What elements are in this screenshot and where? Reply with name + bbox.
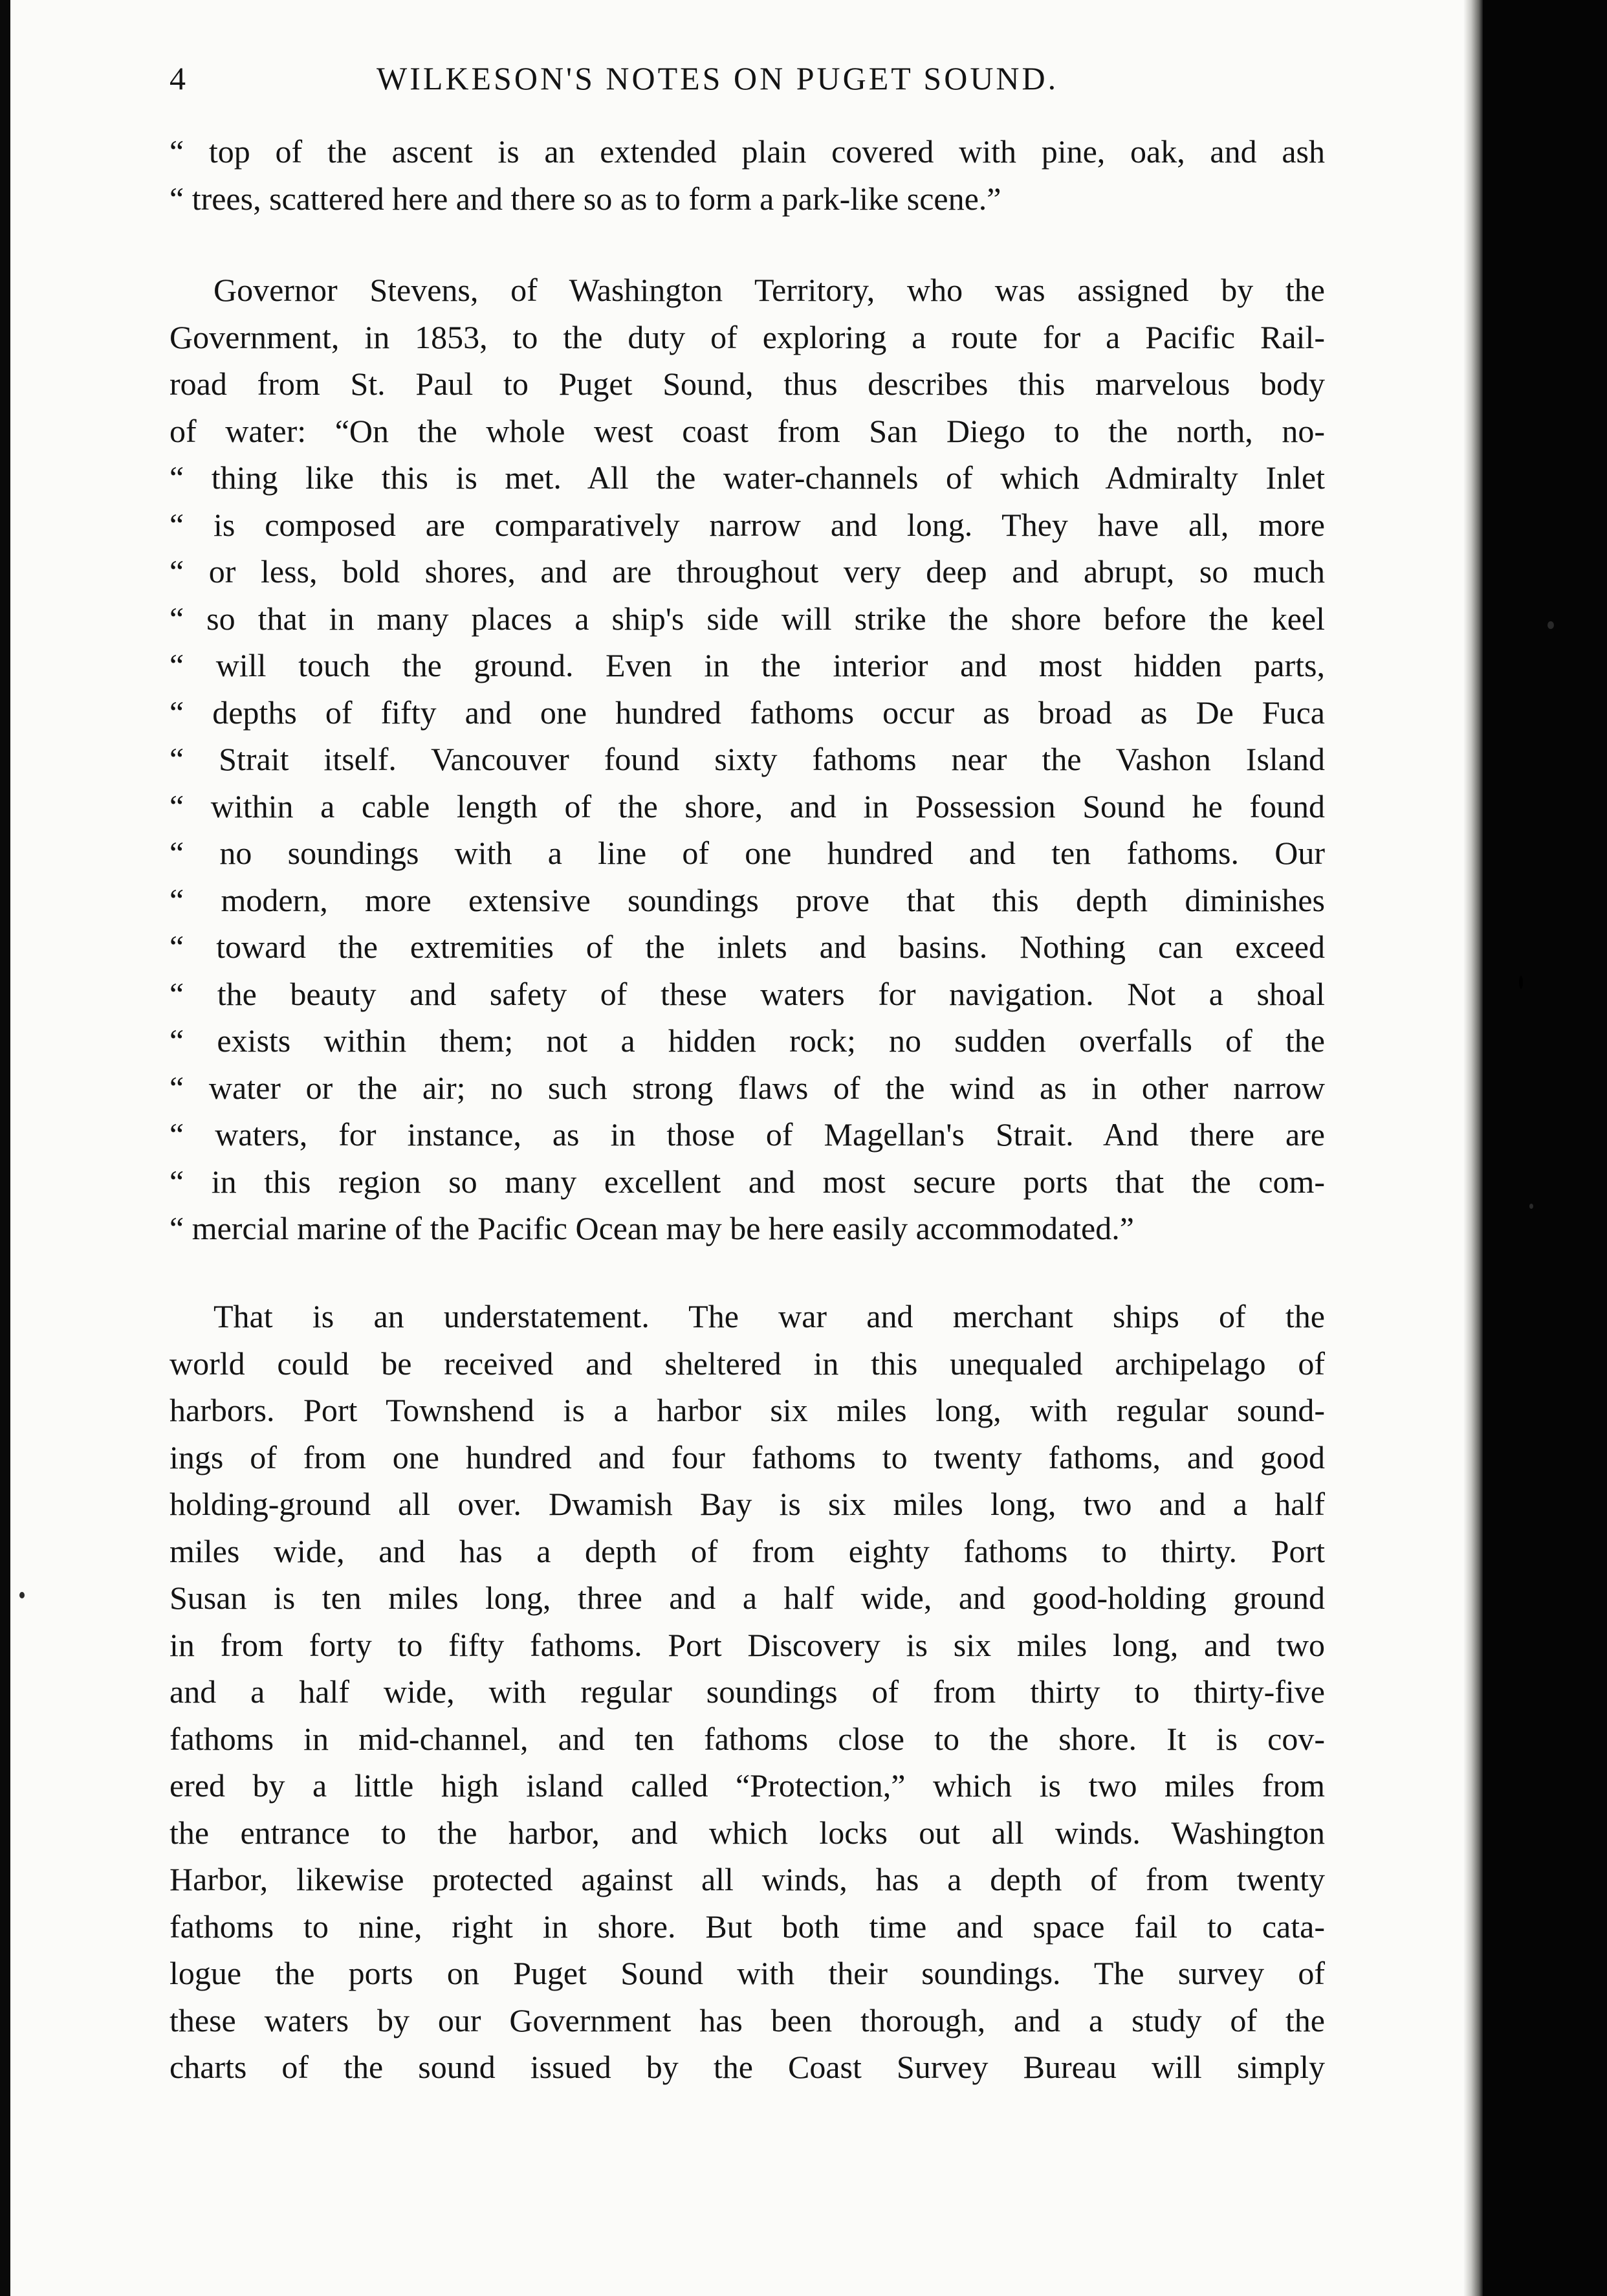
page-gutter-shadow xyxy=(1463,0,1483,2296)
text-line: “ so that in many places a ship's side will strike the shore before the keel xyxy=(169,600,1325,637)
text-line: Harbor, likewise protected against all winds, has a depth of from twenty xyxy=(169,1861,1325,1897)
paragraph-understatement xyxy=(169,1293,1325,2091)
text-line: “ water or the air; no such strong flaws of the wind as in other narrow xyxy=(169,1069,1325,1106)
text-line: “ is composed are comparatively narrow and long. They have all, more xyxy=(169,506,1325,543)
text-line: road from St. Paul to Puget Sound, thus describes this marvelous body xyxy=(169,366,1325,402)
text-line: “ no soundings with a line of one hundred and ten fathoms. Our xyxy=(169,835,1325,871)
text-line: holding-ground all over. Dwamish Bay is six miles long, two and a half xyxy=(169,1486,1325,1522)
scan-speck xyxy=(1519,976,1523,989)
text-line: “ thing like this is met. All the water-channels of which Admiralty Inlet xyxy=(169,459,1325,496)
scan-left-border xyxy=(0,0,10,2296)
text-line: harbors. Port Townshend is a harbor six miles long, with regular sound- xyxy=(169,1392,1325,1428)
text-line: ings of from one hundred and four fathoms to twenty fathoms, and good xyxy=(169,1439,1325,1475)
scan-speck xyxy=(19,1592,25,1598)
text-line: fathoms to nine, right in shore. But both time and space fail to cata- xyxy=(169,1908,1325,1945)
paragraph-quote-continuation xyxy=(169,128,1325,222)
text-line: these waters by our Government has been thorough, and a study of the xyxy=(169,2002,1325,2038)
text-line: miles wide, and has a depth of from eighty fathoms to thirty. Port xyxy=(169,1532,1325,1569)
page-header xyxy=(169,60,1334,98)
text-line: “ toward the extremities of the inlets and basins. Nothing can exceed xyxy=(169,929,1325,965)
text-line: “ will touch the ground. Even in the interior and most hidden parts, xyxy=(169,647,1325,683)
text-line: Government, in 1853, to the duty of exploring a route for a Pacific Rail- xyxy=(169,318,1325,355)
text-line: “ exists within them; not a hidden rock; no sudden overfalls of the xyxy=(169,1022,1325,1059)
scan-speck xyxy=(1547,621,1554,629)
paragraph-governor-stevens xyxy=(169,267,1325,1252)
text-line: world could be received and sheltered in this unequaled archipelago of xyxy=(169,1345,1325,1382)
text-line: That is an understatement. The war and merchant ships of the xyxy=(213,1298,1325,1334)
scan-right-border xyxy=(1483,0,1607,2296)
text-line: and a half wide, with regular soundings of from thirty to thirty-five xyxy=(169,1673,1325,1710)
text-line: fathoms in mid-channel, and ten fathoms close to the shore. It is cov- xyxy=(169,1720,1325,1757)
text-line: “ top of the ascent is an extended plain covered with pine, oak, and ash xyxy=(169,133,1325,170)
text-line: Susan is ten miles long, three and a half wide, and good-holding ground xyxy=(169,1580,1325,1616)
text-line: “ mercial marine of the Pacific Ocean may be here easily accommodated.” xyxy=(169,1210,1134,1246)
text-line: “ or less, bold shores, and are throughout very deep and abrupt, so much xyxy=(169,553,1325,590)
text-line: “ Strait itself. Vancouver found sixty fathoms near the Vashon Island xyxy=(169,741,1325,777)
page-number: 4 xyxy=(169,60,188,96)
text-line: logue the ports on Puget Sound with their soundings. The survey of xyxy=(169,1955,1325,1991)
text-line: “ modern, more extensive soundings prove that this depth diminishes xyxy=(169,881,1325,918)
text-line: “ within a cable length of the shore, and in Possession Sound he found xyxy=(169,788,1325,824)
running-title: WILKESON'S NOTES ON PUGET SOUND. xyxy=(377,60,1059,96)
text-line: charts of the sound issued by the Coast Survey Bureau will simply xyxy=(169,2049,1325,2085)
text-line: of water: “On the whole west coast from San Diego to the north, no- xyxy=(169,412,1325,449)
text-line: the entrance to the harbor, and which locks out all winds. Washington xyxy=(169,1814,1325,1851)
text-line: “ trees, scattered here and there so as to form a park-like scene.” xyxy=(169,180,1001,217)
text-line: Governor Stevens, of Washington Territory, who was assigned by the xyxy=(213,272,1325,308)
text-line: “ waters, for instance, as in those of Magellan's Strait. And there are xyxy=(169,1116,1325,1153)
text-line: in from forty to fifty fathoms. Port Discovery is six miles long, and two xyxy=(169,1626,1325,1663)
text-line: ered by a little high island called “Protection,” which is two miles from xyxy=(169,1767,1325,1804)
text-line: “ depths of fifty and one hundred fathoms occur as broad as De Fuca xyxy=(169,694,1325,731)
text-line: “ the beauty and safety of these waters for navigation. Not a shoal xyxy=(169,975,1325,1012)
scan-speck xyxy=(1529,1204,1533,1209)
text-line: “ in this region so many excellent and most secure ports that the com- xyxy=(169,1163,1325,1200)
